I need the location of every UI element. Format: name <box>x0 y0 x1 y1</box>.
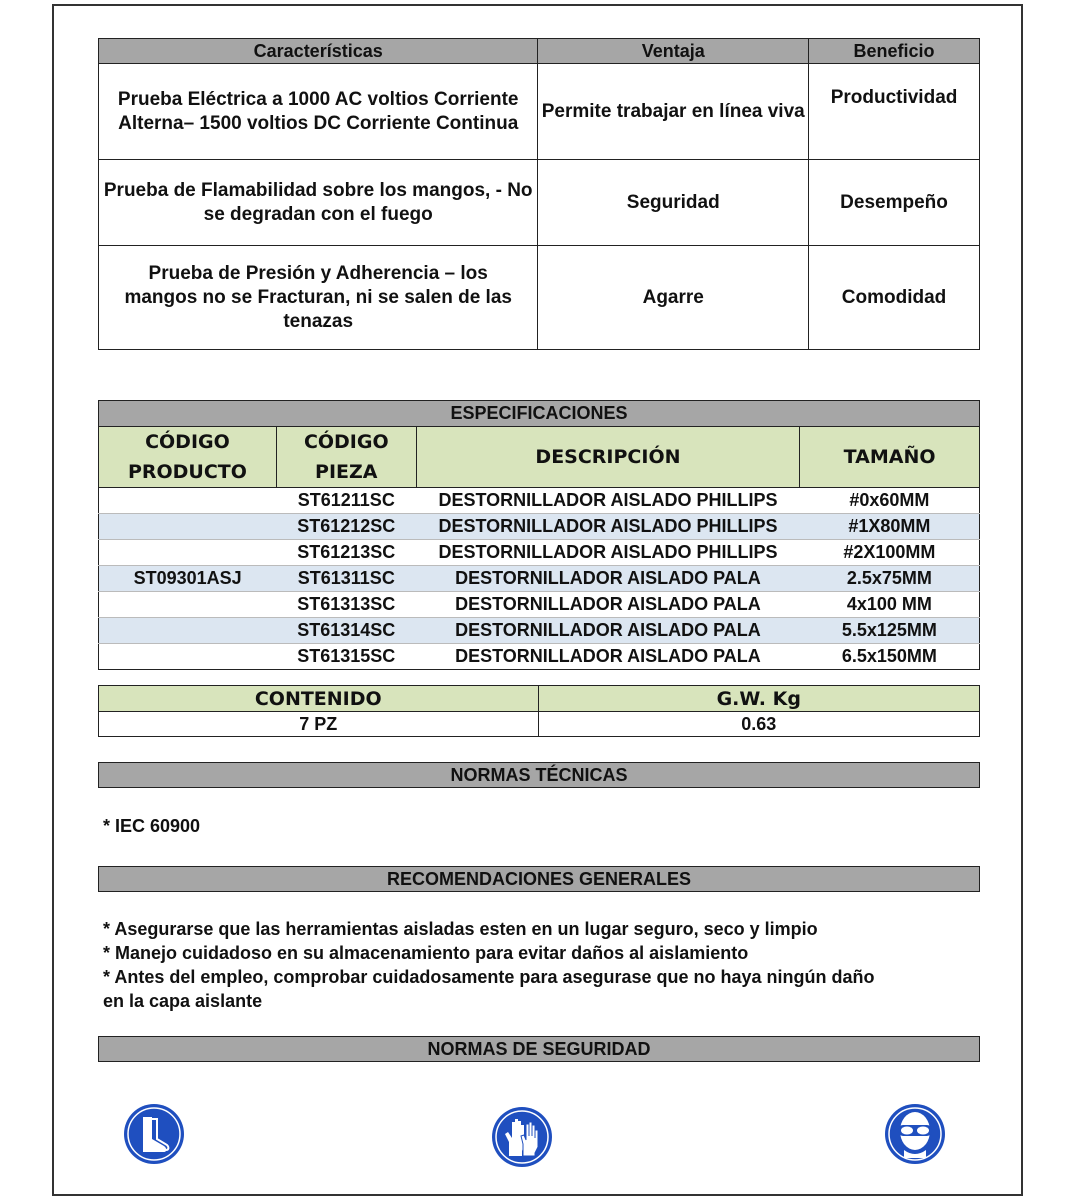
header-ventaja: Ventaja <box>538 39 809 64</box>
safety-goggles-icon <box>884 1103 946 1165</box>
safety-gloves-icon <box>491 1106 553 1168</box>
header-code-piece: CÓDIGO PIEZA <box>276 427 416 488</box>
piece-code-cell: ST61311SC <box>276 566 416 592</box>
feature-cell: Prueba Eléctrica a 1000 AC voltios Corriente Alterna– 1500 voltios DC Corriente Continua <box>99 64 538 160</box>
table-row <box>99 540 980 566</box>
specifications-title: ESPECIFICACIONES <box>99 401 980 427</box>
size-cell: 6.5x150MM <box>800 644 980 670</box>
table-row <box>99 488 980 514</box>
benefit-cell: Productividad <box>809 64 980 160</box>
product-code-cell <box>99 540 277 566</box>
piece-code-cell: ST61213SC <box>276 540 416 566</box>
benefit-cell: Desempeño <box>809 160 980 246</box>
header-description: DESCRIPCIÓN <box>416 427 799 488</box>
description-cell: DESTORNILLADOR AISLADO PALA <box>416 618 799 644</box>
piece-code-cell: ST61314SC <box>276 618 416 644</box>
piece-code-cell: ST61212SC <box>276 514 416 540</box>
description-cell: DESTORNILLADOR AISLADO PHILLIPS <box>416 488 799 514</box>
feature-cell: Prueba de Presión y Adherencia – los mangos no se Fracturan, ni se salen de las tenazas <box>99 246 538 350</box>
description-cell: DESTORNILLADOR AISLADO PHILLIPS <box>416 540 799 566</box>
description-cell: DESTORNILLADOR AISLADO PALA <box>416 592 799 618</box>
weight-value: 0.63 <box>538 712 979 737</box>
recomendaciones-title: RECOMENDACIONES GENERALES <box>98 866 980 892</box>
normas-tecnicas-item: * IEC 60900 <box>103 816 201 836</box>
piece-code-cell: ST61313SC <box>276 592 416 618</box>
header-size: TAMAÑO <box>800 427 980 488</box>
specifications-table <box>98 400 980 670</box>
piece-code-cell: ST61211SC <box>276 488 416 514</box>
size-cell: #1X80MM <box>800 514 980 540</box>
recomendacion-item: * Asegurarse que las herramientas aisladas esten en un lugar seguro, seco y limpio <box>103 919 818 939</box>
header-caracteristicas: Características <box>99 39 538 64</box>
size-cell: #0x60MM <box>800 488 980 514</box>
features-table <box>98 38 980 350</box>
contenido-value: 7 PZ <box>99 712 539 737</box>
description-cell: DESTORNILLADOR AISLADO PHILLIPS <box>416 514 799 540</box>
size-cell: 2.5x75MM <box>800 566 980 592</box>
product-code-cell <box>99 488 277 514</box>
header-code-product: CÓDIGO PRODUCTO <box>99 427 277 488</box>
size-cell: #2X100MM <box>800 540 980 566</box>
size-cell: 4x100 MM <box>800 592 980 618</box>
recomendacion-item: en la capa aislante <box>103 991 263 1011</box>
product-code-cell <box>99 644 277 670</box>
advantage-cell: Agarre <box>538 246 809 350</box>
safety-boots-icon <box>123 1103 185 1165</box>
description-cell: DESTORNILLADOR AISLADO PALA <box>416 644 799 670</box>
piece-code-cell: ST61315SC <box>276 644 416 670</box>
table-row <box>99 566 980 592</box>
table-row <box>99 514 980 540</box>
feature-cell: Prueba de Flamabilidad sobre los mangos, - No se degradan con el fuego <box>99 160 538 246</box>
table-row <box>99 592 980 618</box>
product-code-cell <box>99 592 277 618</box>
advantage-cell: Seguridad <box>538 160 809 246</box>
recomendacion-item: * Antes del empleo, comprobar cuidadosamente para asegurase que no haya ningún daño <box>103 967 875 987</box>
normas-seguridad-title: NORMAS DE SEGURIDAD <box>98 1036 980 1062</box>
benefit-cell: Comodidad <box>809 246 980 350</box>
description-cell: DESTORNILLADOR AISLADO PALA <box>416 566 799 592</box>
header-contenido: CONTENIDO <box>99 686 539 712</box>
normas-tecnicas-title: NORMAS TÉCNICAS <box>98 762 980 788</box>
table-row <box>99 644 980 670</box>
header-weight: G.W. Kg <box>538 686 979 712</box>
product-code-cell <box>99 618 277 644</box>
recomendacion-item: * Manejo cuidadoso en su almacenamiento para evitar daños al aislamiento <box>103 943 749 963</box>
product-code-cell <box>99 514 277 540</box>
size-cell: 5.5x125MM <box>800 618 980 644</box>
product-code-cell: ST09301ASJ <box>99 566 277 592</box>
header-beneficio: Beneficio <box>809 39 980 64</box>
content-table <box>98 685 980 737</box>
table-row <box>99 618 980 644</box>
advantage-cell: Permite trabajar en línea viva <box>538 64 809 160</box>
